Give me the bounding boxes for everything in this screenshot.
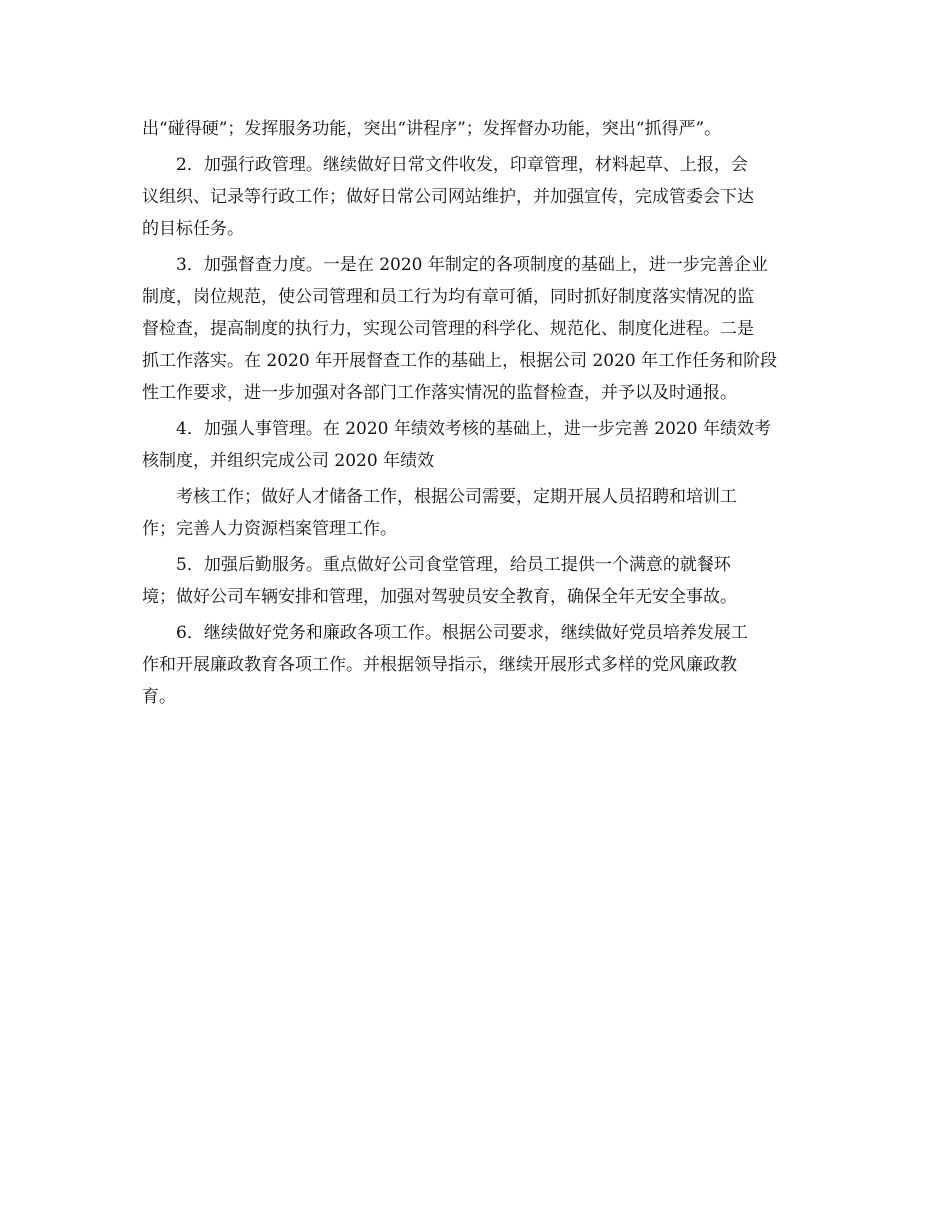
paragraph-item-6: [142, 617, 812, 713]
text-line: 作和开展廉政教育各项工作。并根据领导指示，继续开展形式多样的党风廉政教: [142, 655, 737, 675]
text-line: 出“碰得硬”；发挥服务功能，突出“讲程序”；发挥督办功能，突出“抓得严”。: [142, 119, 722, 139]
text-line: 6．继续做好党务和廉政各项工作。根据公司要求，继续做好党员培养发展工: [176, 623, 748, 643]
text-line: 督检查，提高制度的执行力，实现公司管理的科学化、规范化、制度化进程。二是: [142, 319, 754, 339]
paragraph-item-4-continued: [142, 481, 812, 545]
text-line: 育。: [142, 687, 176, 707]
text-line: 3．加强督查力度。一是在 2020 年制定的各项制度的基础上，进一步完善企业: [176, 255, 768, 275]
text-line: 作；完善人力资源档案管理工作。: [142, 519, 397, 539]
paragraph-item-5: [142, 549, 812, 613]
text-line: 考核工作；做好人才储备工作，根据公司需要，定期开展人员招聘和培训工: [176, 487, 737, 507]
document-body: [142, 113, 812, 713]
text-line: 境；做好公司车辆安排和管理，加强对驾驶员安全教育，确保全年无安全事故。: [142, 587, 737, 607]
text-line: 性工作要求，进一步加强对各部门工作落实情况的监督检查，并予以及时通报。: [142, 383, 737, 403]
text-line: 核制度，并组织完成公司 2020 年绩效: [142, 451, 435, 471]
text-line: 制度，岗位规范，使公司管理和员工行为均有章可循，同时抓好制度落实情况的监: [142, 287, 754, 307]
text-line: 的目标任务。: [142, 219, 244, 239]
text-line: 议组织、记录等行政工作；做好日常公司网站维护，并加强宣传，完成管委会下达: [142, 187, 754, 207]
text-line: 4．加强人事管理。在 2020 年绩效考核的基础上，进一步完善 2020 年绩效考: [176, 419, 771, 439]
paragraph-item-2: [142, 149, 812, 245]
text-line: 2．加强行政管理。继续做好日常文件收发，印章管理，材料起草、上报，会: [176, 155, 748, 175]
paragraph-item-4: [142, 413, 812, 477]
paragraph-continuation: [142, 113, 812, 145]
paragraph-item-3: [142, 249, 812, 409]
text-line: 抓工作落实。在 2020 年开展督查工作的基础上，根据公司 2020 年工作任务和阶段: [142, 351, 778, 371]
text-line: 5．加强后勤服务。重点做好公司食堂管理，给员工提供一个满意的就餐环: [176, 555, 731, 575]
